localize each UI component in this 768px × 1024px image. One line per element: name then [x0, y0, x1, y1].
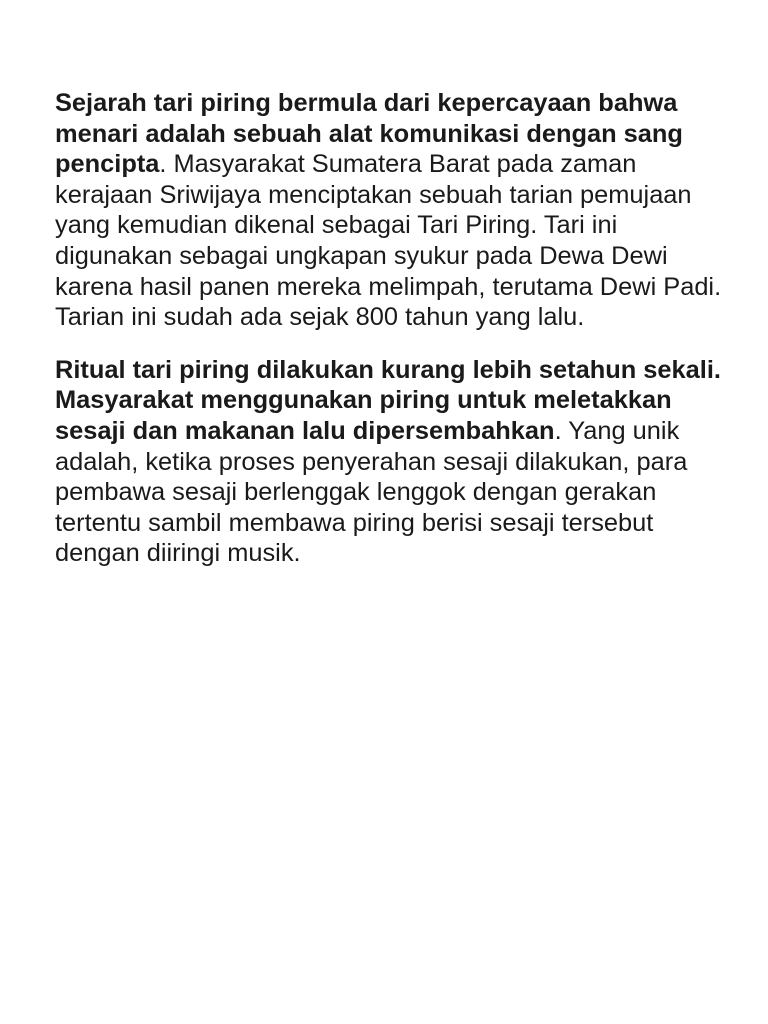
paragraph-history-bold: Sejarah tari piring bermula dari kepercayaan bahwa menari adalah sebuah alat komunikasi dengan sang pencipta	[55, 89, 683, 179]
paragraph-history	[55, 88, 735, 333]
paragraph-history-text: . Masyarakat Sumatera Barat pada zaman kerajaan Sriwijaya menciptakan sebuah tarian pemujaan yang kemudian dikenal sebagai Tari Piring. Tari ini digunakan sebagai ungkapan syukur pada Dewa Dewi karena hasil panen mereka melimpah, terutama Dewi Padi. Tarian ini sudah ada sejak 800 tahun yang lalu.	[55, 150, 722, 332]
paragraph-ritual-bold: Ritual tari piring dilakukan kurang lebih setahun sekali. Masyarakat menggunakan piring untuk meletakkan sesaji dan makanan lalu dipersembahkan	[55, 355, 721, 445]
paragraph-ritual-text: . Yang unik adalah, ketika proses penyerahan sesaji dilakukan, para pembawa sesaji berlenggak lenggok dengan gerakan tertentu sambil membawa piring berisi sesaji tersebut dengan diiringi musik.	[55, 416, 688, 568]
paragraph-ritual	[55, 355, 735, 569]
document-page	[55, 88, 735, 591]
